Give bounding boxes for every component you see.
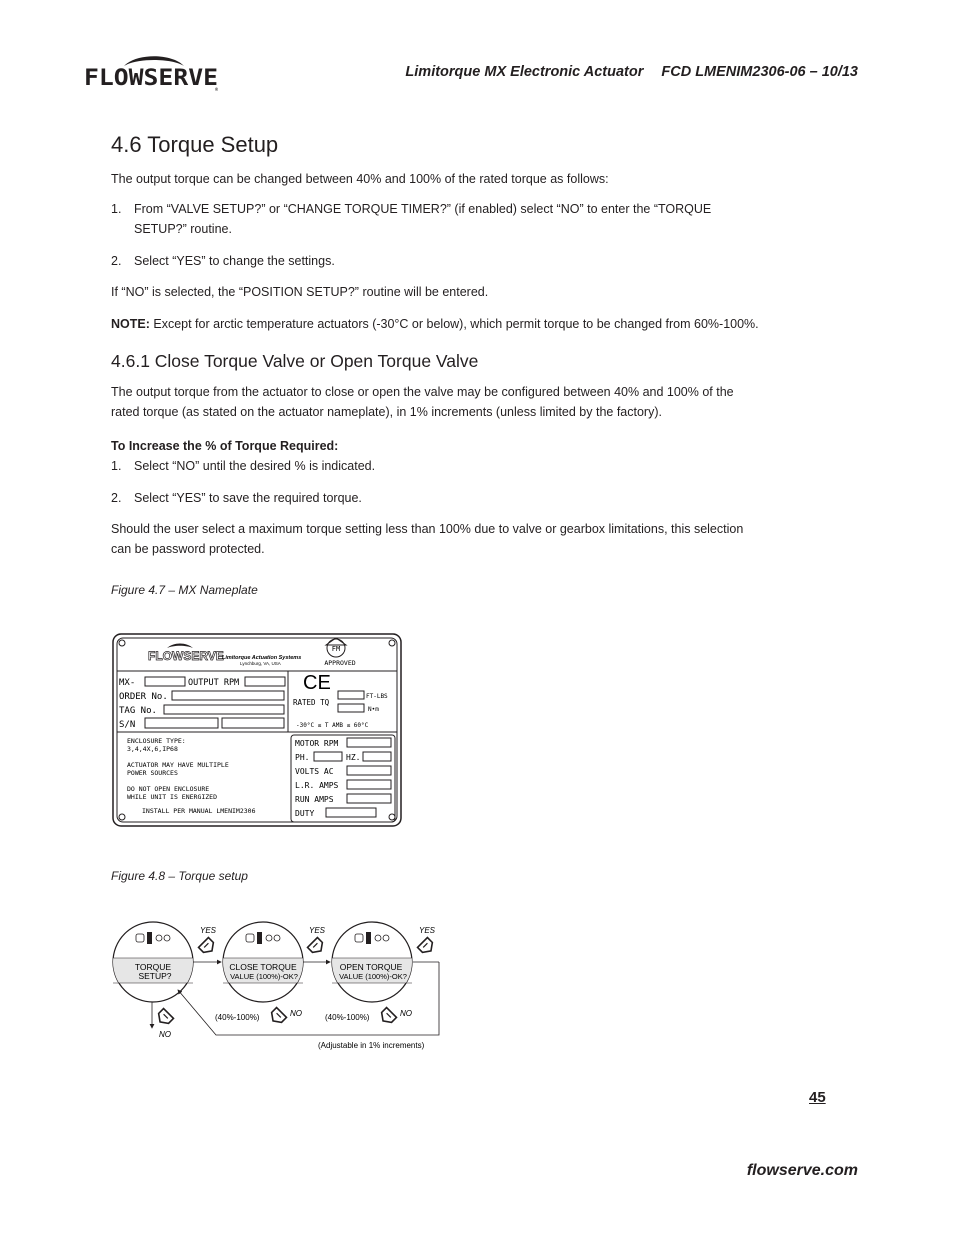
- svg-text:®: ®: [215, 87, 219, 93]
- fm-mark: FM: [331, 645, 341, 653]
- motor-rpm-label: MOTOR RPM: [295, 739, 339, 748]
- sn-label: S/N: [119, 720, 136, 730]
- yes-knob-icon: [308, 938, 326, 956]
- list-item: 1. Select “NO” until the desired % is indicated.: [111, 459, 376, 473]
- header-doc: FCD LMENIM2306-06 – 10/13: [661, 64, 858, 80]
- no-knob-icon: [155, 1009, 173, 1027]
- tag-label: TAG No.: [119, 706, 157, 716]
- list-item: 1. From “VALVE SETUP?” or “CHANGE TORQUE TIMER?” (if enabled) select “NO” to enter the “TORQUE SETUP?” routine.: [111, 202, 712, 236]
- nameplate-city: Lynchburg, VA, USA: [240, 661, 281, 666]
- yes-knob-icon: [418, 938, 436, 956]
- ftlbs-label: FT-LBS: [366, 693, 388, 700]
- screen-line: CLOSE TORQUE: [229, 962, 297, 972]
- warning-line2: WHILE UNIT IS ENERGIZED: [127, 793, 218, 801]
- screen-line: OPEN TORQUE: [339, 962, 403, 972]
- hz-label: HZ.: [346, 753, 361, 762]
- install-manual: INSTALL PER MANUAL LMENIM2306: [142, 807, 256, 815]
- rated-tq-label: RATED TQ: [293, 698, 330, 707]
- footer-url: flowserve.com: [746, 1162, 858, 1179]
- screen-close-torque: [218, 922, 308, 1002]
- yes-label: YES: [419, 926, 436, 935]
- nameplate-brand: FLOWSERVE: [148, 649, 224, 663]
- flowserve-logo: [84, 52, 224, 94]
- lr-amps-label: L.R. AMPS: [295, 781, 339, 790]
- temp-range: -30°C ≤ T AMB ≤ 60°C: [296, 722, 369, 729]
- no-label: NO: [159, 1030, 171, 1039]
- output-rpm-label: OUTPUT RPM: [188, 678, 240, 688]
- enclosure-types: 3,4,4X,6,IP68: [127, 745, 178, 753]
- yes-label: YES: [309, 926, 326, 935]
- nameplate-company: Limitorque Actuation Systems: [222, 655, 302, 661]
- no-knob-icon: [268, 1008, 286, 1026]
- yes-label: YES: [200, 926, 217, 935]
- multi-power-line2: POWER SOURCES: [127, 769, 178, 777]
- no-label: NO: [400, 1009, 412, 1018]
- header-product: Limitorque MX Electronic Actuator: [405, 64, 644, 80]
- order-label: ORDER No.: [119, 692, 168, 702]
- no-label: NO: [290, 1009, 302, 1018]
- note: [111, 314, 761, 334]
- increase-heading: To Increase the % of Torque Required:: [111, 439, 339, 453]
- mx-label: MX-: [119, 678, 136, 688]
- page-number: 45: [809, 1089, 826, 1106]
- figure-48-caption: Figure 4.8 – Torque setup: [111, 869, 248, 883]
- fm-approved: APPROVED: [324, 659, 356, 667]
- yes-knob-icon: [199, 938, 217, 956]
- screen-line: VALUE (100%)-OK?: [339, 972, 407, 981]
- ce-mark: CE: [303, 672, 331, 694]
- list-item: 2. Select “YES” to change the settings.: [111, 254, 335, 268]
- multi-power-line1: ACTUATOR MAY HAVE MULTIPLE: [127, 761, 229, 769]
- screen-line: SETUP?: [138, 971, 172, 981]
- warning-line1: DO NOT OPEN ENCLOSURE: [127, 785, 210, 793]
- no-selected-text: If “NO” is selected, the “POSITION SETUP?” routine will be entered.: [111, 285, 489, 299]
- mx-nameplate: [112, 633, 402, 827]
- subsection-para: The output torque from the actuator to close or open the valve may be configured between 40% and 100% of the rated torque (as stated on the actuator nameplate), in 1% increments (unless limited by the factory).: [111, 385, 734, 419]
- section-title: 4.6 Torque Setup: [111, 132, 279, 157]
- duty-label: DUTY: [295, 809, 315, 818]
- subsection-title: 4.6.1 Close Torque Valve or Open Torque Valve: [111, 351, 479, 371]
- screen-line: VALUE (100%)-OK?: [230, 972, 298, 981]
- nm-label: N•m: [368, 706, 379, 713]
- enclosure-label: ENCLOSURE TYPE:: [127, 737, 186, 745]
- note-label: NOTE:: [111, 317, 150, 331]
- range-label: (40%-100%): [215, 1013, 260, 1022]
- logo-text: FLOWSERVE: [84, 66, 218, 91]
- increment-note: (Adjustable in 1% increments): [318, 1041, 425, 1050]
- figure-47-caption: Figure 4.7 – MX Nameplate: [111, 583, 258, 597]
- no-knob-icon: [378, 1008, 396, 1026]
- ph-label: PH.: [295, 753, 310, 762]
- screen-open-torque: [327, 922, 417, 1002]
- screen-torque-setup: [108, 922, 198, 1002]
- torque-setup-diagram: [108, 920, 448, 1055]
- volts-label: VOLTS AC: [295, 767, 334, 776]
- range-label: (40%-100%): [325, 1013, 370, 1022]
- note-text: Except for arctic temperature actuators (-30°C or below), which permit torque to be changed from 60%-100%.: [149, 317, 759, 331]
- closing-text: Should the user select a maximum torque setting less than 100% due to valve or gearbox limitations, this selection can be password protected.: [111, 522, 744, 556]
- screen-line: TORQUE: [134, 962, 172, 972]
- page-header: [405, 64, 858, 80]
- intro-text: The output torque can be changed between 40% and 100% of the rated torque as follows:: [111, 172, 609, 186]
- list-item: 2. Select “YES” to save the required torque.: [111, 491, 362, 505]
- run-amps-label: RUN AMPS: [295, 795, 334, 804]
